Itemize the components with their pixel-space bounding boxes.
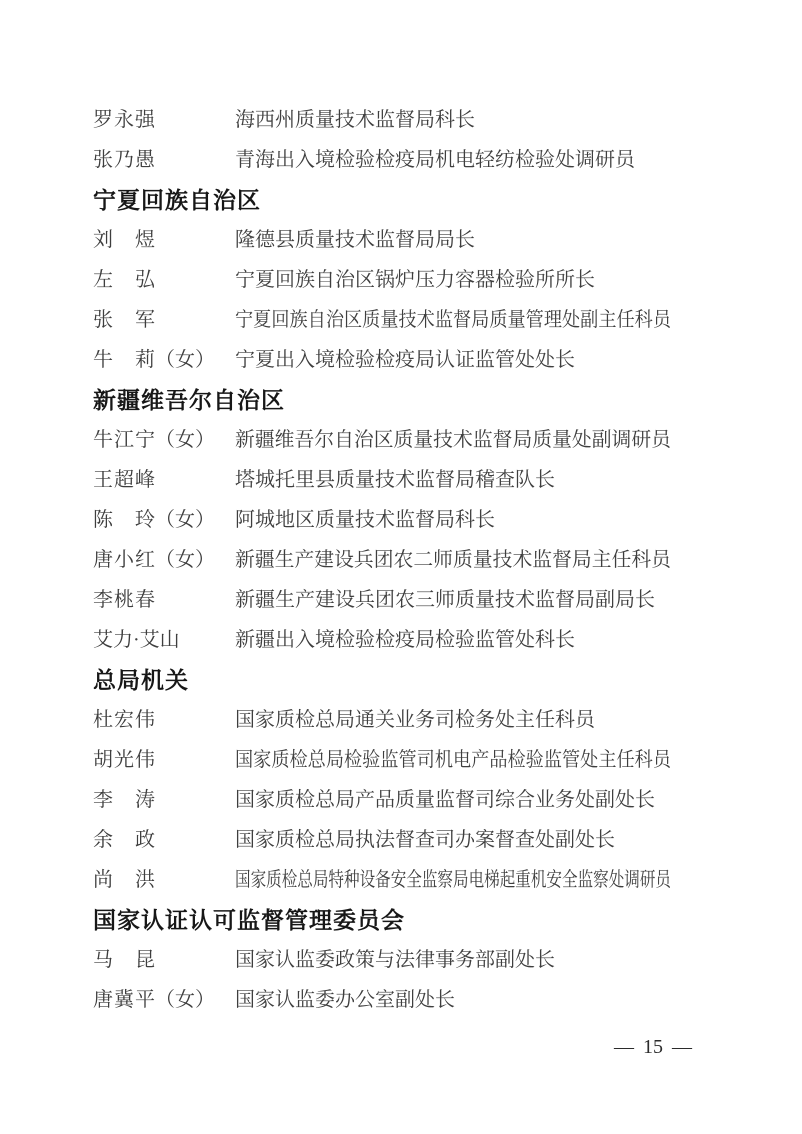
section-header: 宁夏回族自治区 [93,187,261,213]
person-name: 唐冀平 [93,989,155,1011]
list-item [93,340,671,380]
person-title: 青海出入境检验检疫局机电轻纺检验处调研员 [235,149,635,171]
list-item [93,540,671,580]
name-list [93,100,671,1020]
page-number-dash-left: — [614,1036,634,1058]
list-item [93,140,671,180]
person-name: 余政 [93,829,155,851]
gender-note: （女） [155,509,215,531]
list-item [93,780,671,820]
list-item [93,460,671,500]
person-name: 胡光伟 [93,749,155,771]
person-title: 国家认监委政策与法律事务部副处长 [235,949,555,971]
person-name: 唐小红 [93,549,155,571]
page-number [614,1032,692,1062]
person-title: 宁夏出入境检验检疫局认证监管处处长 [235,349,575,371]
person-name: 杜宏伟 [93,709,155,731]
list-item [93,580,671,620]
person-name: 罗永强 [93,109,155,131]
person-title: 国家认监委办公室副处长 [235,989,455,1011]
person-name: 艾力·艾山 [93,629,180,651]
person-name: 尚洪 [93,869,155,891]
person-title: 国家质检总局特种设备安全监察局电梯起重机安全监察处调研员 [235,869,671,891]
list-item [93,300,671,340]
person-name: 马昆 [93,949,155,971]
list-item [93,220,671,260]
section-header: 新疆维吾尔自治区 [93,387,285,413]
person-name: 刘煜 [93,229,155,251]
person-title: 宁夏回族自治区质量技术监督局质量管理处副主任科员 [235,309,671,331]
person-title: 新疆生产建设兵团农二师质量技术监督局主任科员 [235,549,671,571]
list-item [93,740,671,780]
person-title: 新疆生产建设兵团农三师质量技术监督局副局长 [235,589,655,611]
list-item [93,820,671,860]
person-title: 国家质检总局通关业务司检务处主任科员 [235,709,595,731]
person-name: 牛莉 [93,349,155,371]
person-name: 左弘 [93,269,155,291]
list-item [93,260,671,300]
person-title: 新疆维吾尔自治区质量技术监督局质量处副调研员 [235,429,671,451]
gender-note: （女） [155,549,215,571]
person-name: 张军 [93,309,155,331]
person-title: 国家质检总局产品质量监督司综合业务处副处长 [235,789,655,811]
person-name: 李桃春 [93,589,155,611]
person-title: 塔城托里县质量技术监督局稽查队长 [235,469,555,491]
list-item [93,940,671,980]
gender-note: （女） [155,349,215,371]
list-item [93,860,671,900]
list-item [93,700,671,740]
gender-note: （女） [155,989,215,1011]
section-header: 总局机关 [93,667,189,693]
person-title: 国家质检总局执法督查司办案督查处副处长 [235,829,615,851]
section-header: 国家认证认可监督管理委员会 [93,907,405,933]
person-name: 陈玲 [93,509,155,531]
list-item [93,100,671,140]
person-title: 隆德县质量技术监督局局长 [235,229,475,251]
person-title: 国家质检总局检验监管司机电产品检验监管处主任科员 [235,749,671,771]
person-name: 王超峰 [93,469,155,491]
person-name: 张乃愚 [93,149,155,171]
person-title: 新疆出入境检验检疫局检验监管处科长 [235,629,575,651]
list-item [93,500,671,540]
list-item [93,420,671,460]
gender-note: （女） [155,429,215,451]
person-title: 阿城地区质量技术监督局科长 [235,509,495,531]
person-name: 牛江宁 [93,429,155,451]
list-item [93,980,671,1020]
list-item [93,620,671,660]
person-title: 海西州质量技术监督局科长 [235,109,475,131]
page-number-dash-right: — [672,1036,692,1058]
person-name: 李涛 [93,789,155,811]
person-title: 宁夏回族自治区锅炉压力容器检验所所长 [235,269,595,291]
page-number-value: 15 [643,1036,663,1058]
